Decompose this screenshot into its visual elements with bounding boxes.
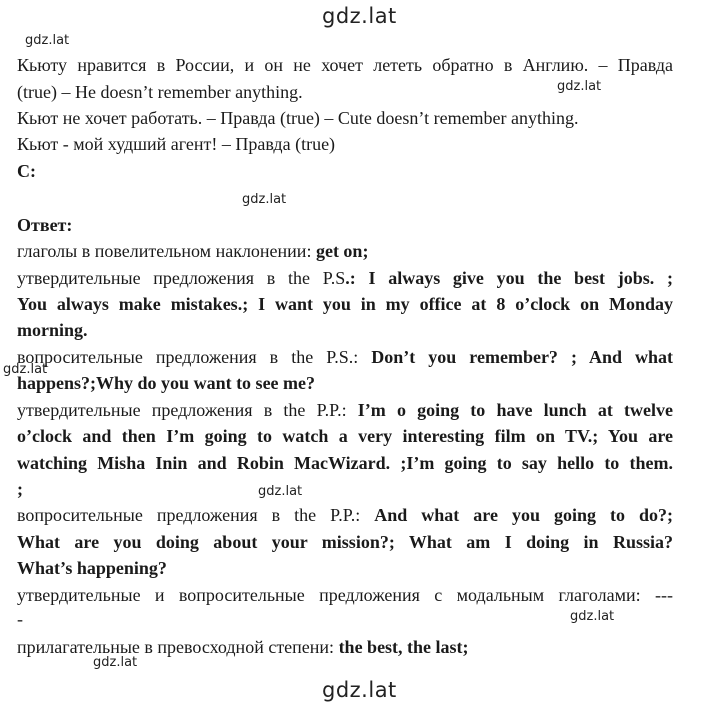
text-line: ; [17, 479, 23, 499]
text-line: утвердительные предложения в the P.P.: I’m o going to have lunch at twelve [17, 400, 673, 420]
watermark: gdz.lat [242, 192, 287, 207]
text-line: Кьют - мой худший агент! – Правда (true) [17, 134, 336, 154]
text-line: watching Misha Inin and Robin MacWizard. ;I’m going to say hello to them. [17, 453, 673, 473]
text-line: утвердительные предложения в the P.S.: I always give you the best jobs. ; [17, 268, 673, 288]
watermark: gdz.lat [25, 33, 70, 48]
text-line: (true) – He doesn’t remember anything. [17, 82, 303, 102]
text-line: You always make mistakes.; I want you in my office at 8 o’clock on Monday [17, 294, 673, 314]
watermark: gdz.lat [93, 655, 138, 670]
text-line: Кьюту нравится в России, и он не хочет лететь обратно в Англию. – Правда [17, 55, 673, 75]
text-line: What’s happening? [17, 558, 167, 578]
watermark-bottom: gdz.lat [322, 678, 397, 702]
text-line: вопросительные предложения в the P.S.: Don’t you remember? ; And what [17, 347, 674, 367]
text-line: morning. [17, 320, 88, 340]
watermark-top: gdz.lat [322, 4, 397, 28]
text-line: глаголы в повелительном наклонении: get on; [17, 241, 369, 261]
text-line: happens?;Why do you want to see me? [17, 373, 316, 393]
text-line: утвердительные и вопросительные предложения с модальным глаголами: --- [17, 585, 673, 605]
text-line: вопросительные предложения в the P.P.: And what are you going to do?; [17, 505, 673, 525]
watermark: gdz.lat [557, 79, 602, 94]
watermark: gdz.lat [258, 484, 303, 499]
text-line: прилагательные в превосходной степени: the best, the last; [17, 637, 469, 657]
answer-heading: Ответ: [17, 215, 73, 235]
section-label: C: [17, 161, 36, 181]
text-line: - [17, 609, 23, 629]
watermark: gdz.lat [570, 609, 615, 624]
text-line: What are you doing about your mission?; What am I doing in Russia? [17, 532, 673, 552]
watermark: gdz.lat [3, 362, 48, 377]
text-line: Кьют не хочет работать. – Правда (true) – Cute doesn’t remember anything. [17, 108, 579, 128]
text-line: o’clock and then I’m going to watch a very interesting film on TV.; You are [17, 426, 673, 446]
